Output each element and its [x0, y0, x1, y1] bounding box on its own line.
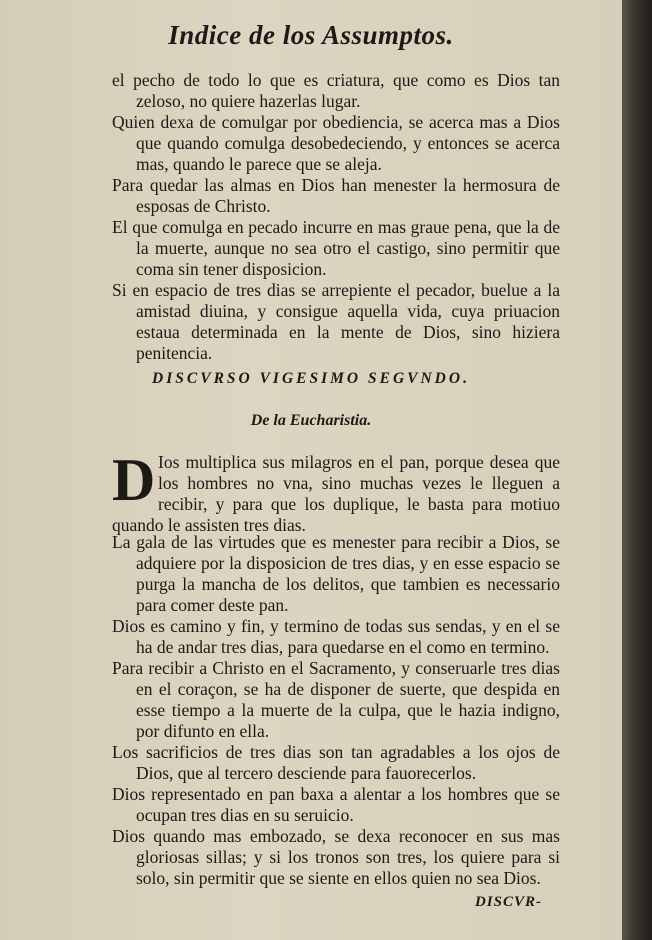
index-entry: La gala de las virtudes que es menester para recibir a Dios, se adquiere por la disposicion de tres dias, y en esse espacio se purga la mancha de los delitos, que tambien es necessario para comer deste pan. — [112, 532, 560, 615]
entries-before-list — [112, 70, 560, 364]
discourse-heading: DISCVRSO VIGESIMO SEGVNDO. — [152, 370, 470, 387]
entries-after-list — [112, 532, 560, 889]
index-entry: Quien dexa de comulgar por obediencia, se acerca mas a Dios que quando comulga desobedeciendo, y entonces se acerca mas, quando le parece que se aleja. — [112, 112, 560, 174]
index-entry: Dios es camino y fin, y termino de todas sus sendas, y en el se ha de andar tres dias, para quedarse en el como en termino. — [112, 616, 560, 657]
discourse-subheading: De la Eucharistia. — [250, 412, 372, 429]
opening-entry-text: Ios multiplica sus milagros en el pan, porque desea que los hombres no vna, sino muchas vezes le lleguen a recibir, y para que los duplique, le basta para motiuo quando le assisten tres dias. — [112, 452, 560, 535]
running-header: Indice de los Assumptos. — [168, 20, 454, 50]
index-entry: Los sacrificios de tres dias son tan agradables a los ojos de Dios, que al tercero desciende para fauorecerlos. — [112, 742, 560, 783]
index-entry: El que comulga en pecado incurre en mas graue pena, que la de la muerte, aunque no sea otro el castigo, sino permitir que coma sin tener disposicion. — [112, 217, 560, 279]
catchword: DISCVR- — [474, 894, 542, 910]
index-entry: Dios representado en pan baxa a alentar a los hombres que se ocupan tres dias en su seruicio. — [112, 784, 560, 825]
index-entry: Dios quando mas embozado, se dexa reconocer en sus mas gloriosas sillas; y si los tronos son tres, los quiere para si solo, sin permitir que se siente en ellos quien no sea Dios. — [112, 826, 560, 888]
index-entry: Si en espacio de tres dias se arrepiente el pecador, buelue a la amistad diuina, y consigue aquella vida, cuya priuacion estaua determinada en la mente de Dios, sino hiziera penitencia. — [112, 280, 560, 363]
opening-entry — [112, 447, 560, 536]
drop-cap: D — [112, 447, 156, 513]
page-binding-edge — [622, 0, 652, 940]
index-entry: el pecho de todo lo que es criatura, que como es Dios tan zeloso, no quiere hazerlas lugar. — [112, 70, 560, 111]
index-entry: Para recibir a Christo en el Sacramento, y conseruarle tres dias en el coraçon, se ha de disponer de suerte, que despida en esse tiempo a la muerte de la culpa, que le hazia indigno, por difunto en ella. — [112, 658, 560, 741]
index-entry: Para quedar las almas en Dios han menester la hermosura de esposas de Christo. — [112, 175, 560, 216]
